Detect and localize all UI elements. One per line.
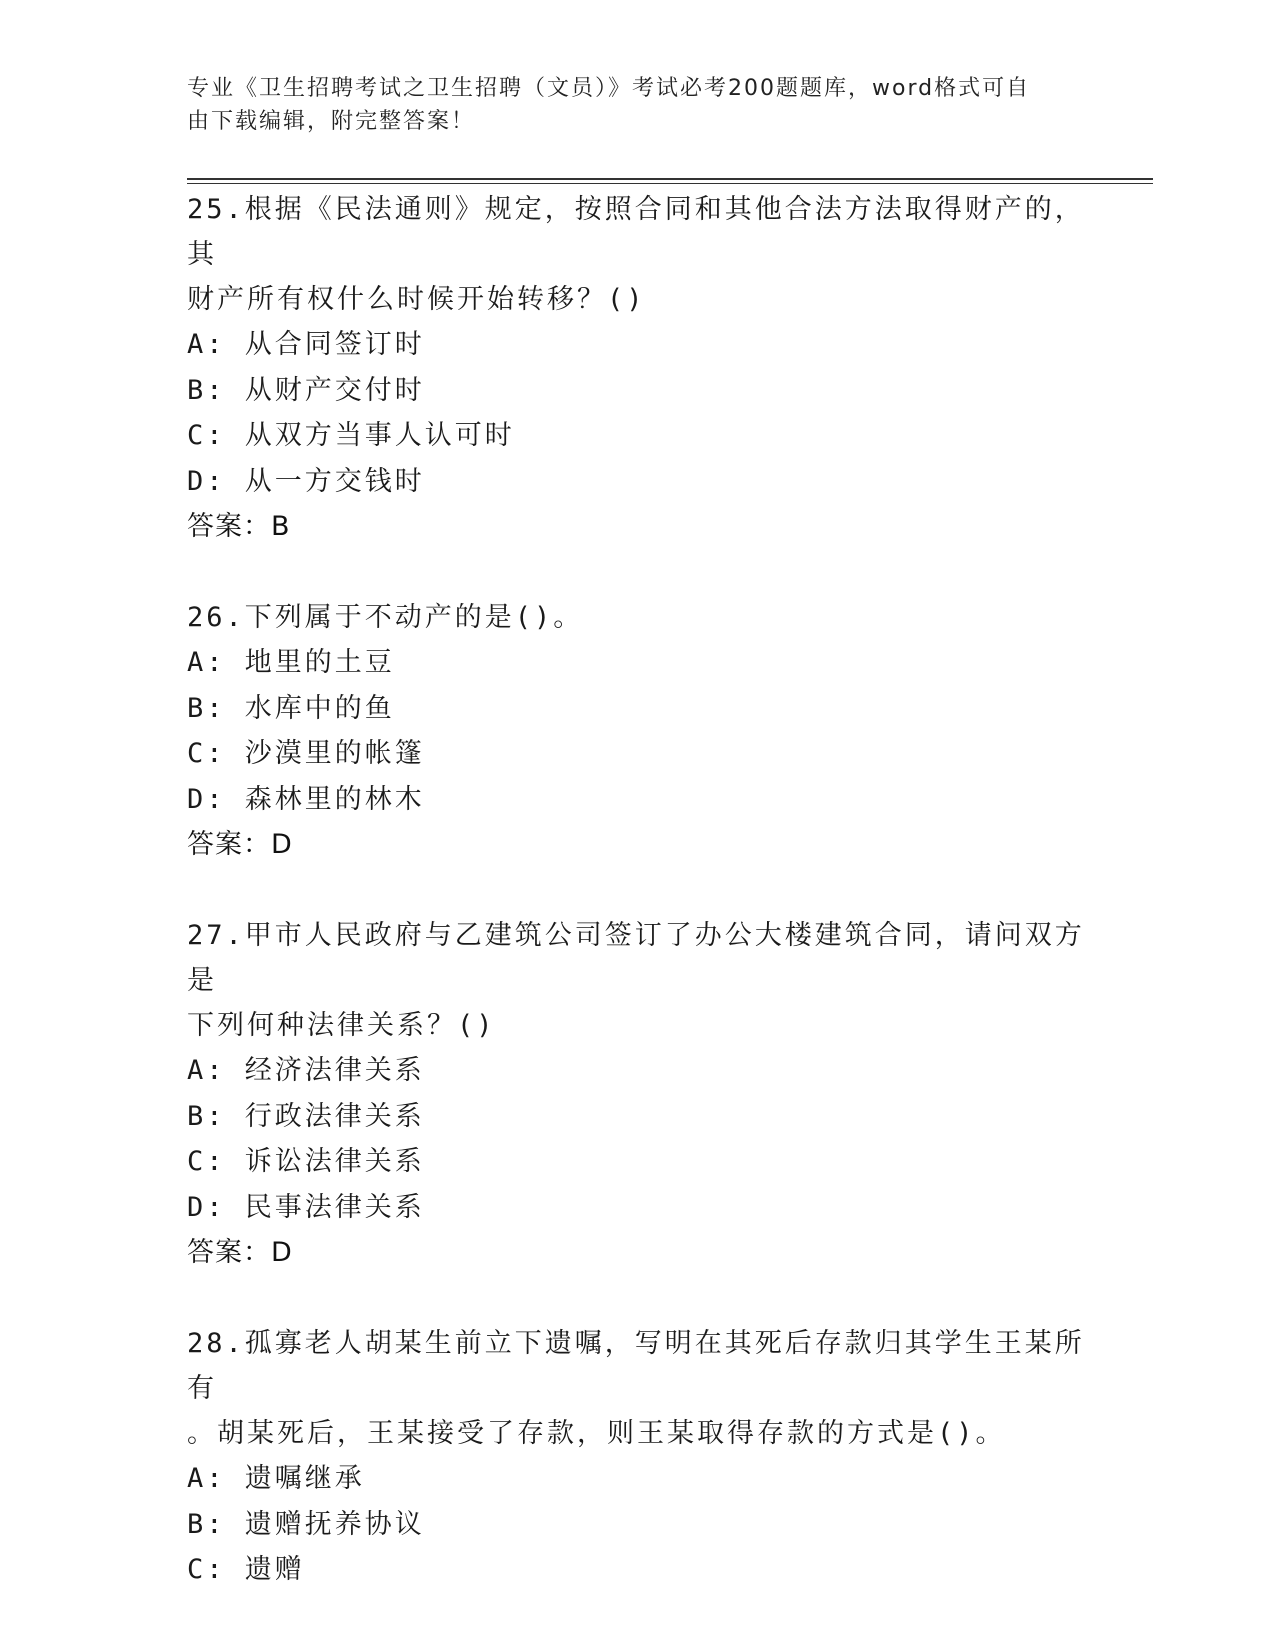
- option-c: C: 从双方当事人认可时: [187, 420, 515, 451]
- option-b: B: 行政法律关系: [187, 1100, 425, 1132]
- question-26: [187, 595, 1087, 867]
- question-stem: 28.孤寡老人胡某生前立下遗嘱，写明在其死后存款归其学生王某所有: [187, 1328, 1085, 1404]
- header-divider-thick: [187, 178, 1153, 180]
- option-c: C: 诉讼法律关系: [187, 1146, 425, 1177]
- question-list: [187, 187, 1087, 1593]
- question-stem-continued: 下列何种法律关系？(): [187, 1010, 496, 1041]
- question-stem-continued: 。胡某死后，王某接受了存款，则王某取得存款的方式是()。: [187, 1418, 1006, 1449]
- question-spacer: [187, 1275, 1087, 1321]
- option-c: C: 遗赠: [187, 1554, 305, 1585]
- question-28: [187, 1321, 1087, 1593]
- question-stem: 25.根据《民法通则》规定，按照合同和其他合法方法取得财产的，其: [187, 194, 1085, 270]
- option-a: A: 地里的土豆: [187, 647, 395, 678]
- header-line-2: 由下载编辑，附完整答案！: [187, 109, 476, 134]
- question-25: [187, 187, 1087, 549]
- question-27: [187, 913, 1087, 1275]
- question-spacer: [187, 867, 1087, 913]
- option-a: A: 从合同签订时: [187, 329, 425, 360]
- option-b: B: 从财产交付时: [187, 374, 425, 406]
- option-c: C: 沙漠里的帐篷: [187, 738, 425, 769]
- option-a: A: 遗嘱继承: [187, 1463, 365, 1494]
- question-stem-continued: 财产所有权什么时候开始转移？(): [187, 284, 646, 315]
- question-stem: 27.甲市人民政府与乙建筑公司签订了办公大楼建筑合同，请问双方是: [187, 920, 1085, 996]
- option-a: A: 经济法律关系: [187, 1055, 425, 1086]
- header-divider-thin: [187, 183, 1153, 184]
- option-d: D: 从一方交钱时: [187, 465, 425, 497]
- option-d: D: 森林里的林木: [187, 783, 425, 815]
- answer-label: 答案：B: [187, 511, 291, 542]
- document-header: [187, 72, 1067, 138]
- question-stem: 26.下列属于不动产的是()。: [187, 602, 584, 633]
- option-b: B: 水库中的鱼: [187, 692, 395, 724]
- question-spacer: [187, 549, 1087, 595]
- option-b: B: 遗赠抚养协议: [187, 1508, 425, 1540]
- answer-label: 答案：D: [187, 1237, 293, 1268]
- answer-label: 答案：D: [187, 829, 293, 860]
- option-d: D: 民事法律关系: [187, 1191, 425, 1223]
- header-line-1: 专业《卫生招聘考试之卫生招聘（文员）》考试必考200题题库，word格式可自: [187, 76, 1031, 101]
